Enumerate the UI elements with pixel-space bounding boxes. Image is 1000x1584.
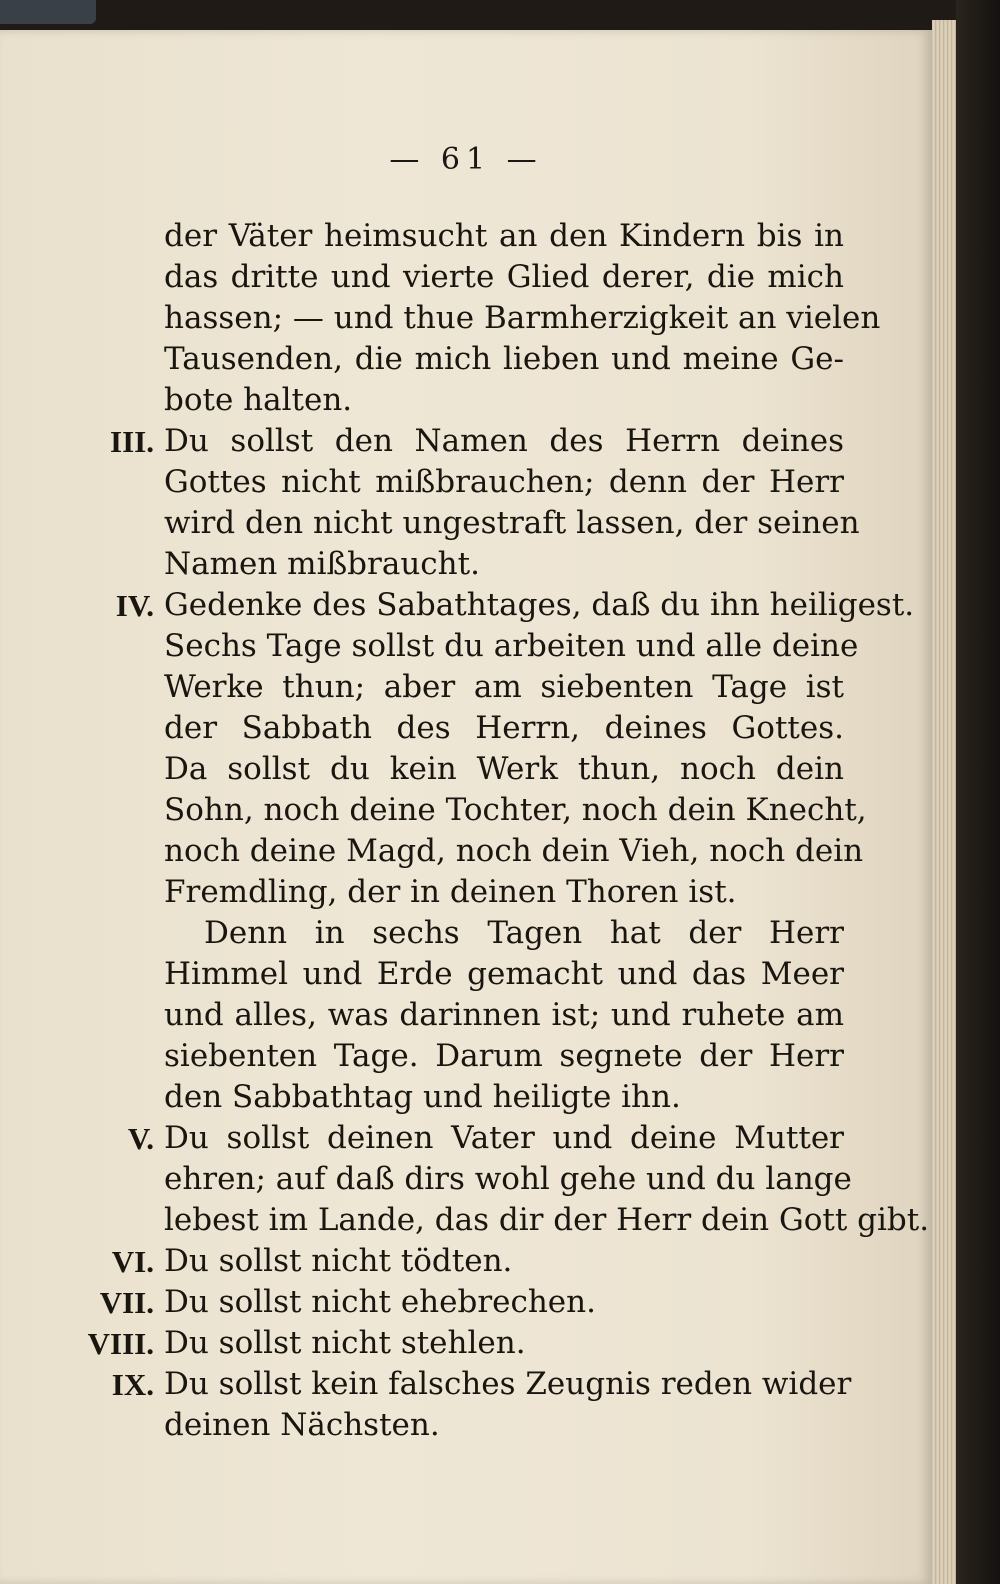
line-text: Fremdling, der in deinen Thoren ist.	[164, 874, 737, 910]
text-line	[164, 1077, 844, 1118]
text-line	[164, 216, 844, 257]
line-text: der Väter heimsucht an den Kindern bis in	[164, 218, 844, 254]
page-number: — 61 —	[389, 142, 543, 177]
page-edges	[932, 20, 956, 1584]
commandment-number: VI.	[111, 1244, 154, 1279]
text-line	[164, 1159, 852, 1200]
line-text: Sechs Tage sollst du arbeiten und alle deine	[164, 628, 859, 664]
text-line	[164, 257, 844, 298]
line-text: Du sollst deinen Vater und deine Mutter	[164, 1120, 844, 1156]
line-text: das dritte und vierte Glied derer, die mich	[164, 259, 844, 295]
text-line	[164, 298, 881, 339]
line-text: lebest im Lande, das dir der Herr dein Gott gibt.	[164, 1202, 930, 1238]
line-text: noch deine Magd, noch dein Vieh, noch dein	[164, 833, 864, 869]
book-binding	[956, 0, 1000, 1584]
text-line	[164, 995, 844, 1036]
text-line	[115, 585, 915, 626]
text-line	[164, 380, 844, 421]
line-text: Du sollst nicht stehlen.	[164, 1325, 526, 1361]
paper-page	[0, 30, 932, 1584]
text-line	[164, 790, 867, 831]
text-line	[164, 913, 844, 954]
commandment-number: IV.	[115, 588, 154, 623]
line-text: Du sollst nicht tödten.	[164, 1243, 513, 1279]
text-line	[164, 831, 864, 872]
text-line	[164, 1200, 930, 1241]
line-text: Denn in sechs Tagen hat der Herr	[204, 915, 844, 951]
commandment-number: VII.	[99, 1285, 154, 1320]
line-text: deinen Nächsten.	[164, 1407, 440, 1443]
line-text: Du sollst den Namen des Herrn deines	[164, 423, 844, 459]
text-line	[164, 708, 844, 749]
line-text: hassen; — und thue Barmherzigkeit an vielen	[164, 300, 881, 336]
line-text: Du sollst kein falsches Zeugnis reden wider	[164, 1366, 852, 1402]
text-line	[110, 421, 844, 462]
line-text: Da sollst du kein Werk thun, noch dein	[164, 751, 844, 787]
text-line	[87, 1323, 844, 1364]
text-line	[164, 749, 844, 790]
line-text: Gedenke des Sabathtages, daß du ihn heiligest.	[164, 587, 915, 623]
scan-corner-tab	[0, 0, 96, 24]
line-text: Gottes nicht mißbrauchen; denn der Herr	[164, 464, 844, 500]
text-line	[164, 1405, 844, 1446]
line-text: wird den nicht ungestraft lassen, der seinen	[164, 505, 860, 541]
text-line	[99, 1282, 844, 1323]
text-line	[111, 1364, 852, 1405]
line-text: der Sabbath des Herrn, deines Gottes.	[164, 710, 844, 746]
line-text: Himmel und Erde gemacht und das Meer	[164, 956, 844, 992]
commandment-number: III.	[110, 424, 154, 459]
commandment-number: VIII.	[87, 1326, 154, 1361]
commandment-number: V.	[127, 1121, 154, 1156]
text-line	[164, 626, 859, 667]
line-text: Werke thun; aber am siebenten Tage ist	[164, 669, 844, 705]
text-line	[164, 462, 844, 503]
line-text: ehren; auf daß dirs wohl gehe und du lange	[164, 1161, 852, 1197]
line-text: Sohn, noch deine Tochter, noch dein Knecht,	[164, 792, 867, 828]
text-line	[164, 954, 844, 995]
line-text: Du sollst nicht ehebrechen.	[164, 1284, 596, 1320]
line-text: Tausenden, die mich lieben und meine Ge-	[164, 341, 844, 377]
text-line	[164, 503, 860, 544]
text-line	[127, 1118, 844, 1159]
page-body-text	[87, 216, 930, 1446]
text-line	[164, 339, 844, 380]
text-line	[164, 544, 844, 585]
text-line	[164, 872, 844, 913]
line-text: siebenten Tage. Darum segnete der Herr	[164, 1038, 844, 1074]
text-line	[164, 1036, 844, 1077]
text-line	[164, 667, 844, 708]
line-text: und alles, was darinnen ist; und ruhete am	[164, 997, 844, 1033]
line-text: den Sabbathtag und heiligte ihn.	[164, 1079, 681, 1115]
line-text: bote halten.	[164, 382, 353, 418]
commandment-number: IX.	[111, 1367, 154, 1402]
text-line	[111, 1241, 844, 1282]
line-text: Namen mißbraucht.	[164, 546, 480, 582]
